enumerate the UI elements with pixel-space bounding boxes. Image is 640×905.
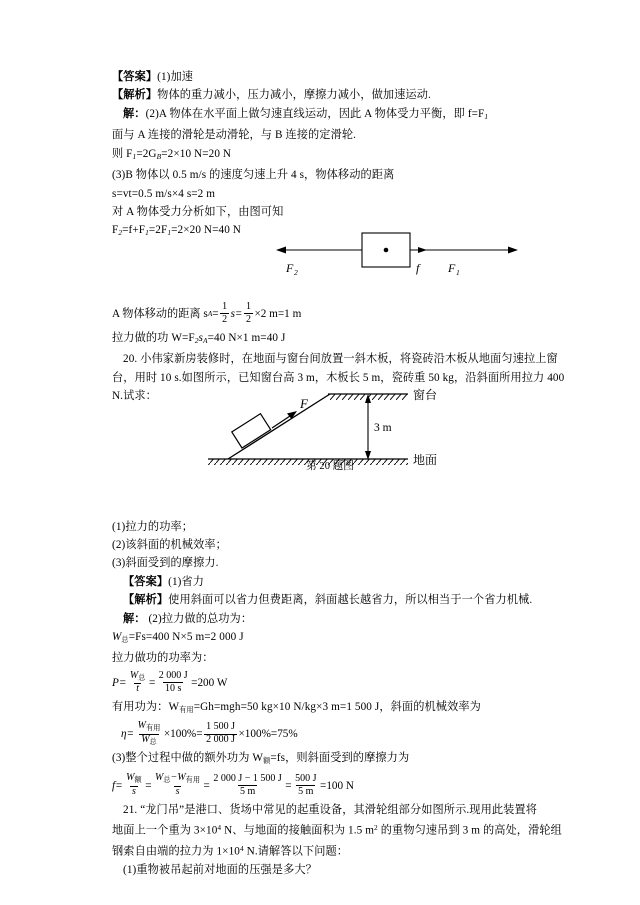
svg-text:1: 1 (456, 268, 460, 277)
p21-l2-sup2: 2 (374, 823, 378, 833)
eq-w-sub: 2 (194, 335, 199, 345)
useful-work-line (112, 698, 532, 719)
analysis-tag: 【解析】 (112, 89, 158, 102)
equation-power (112, 668, 532, 698)
fraction-numerator: 2 000 J (158, 670, 188, 681)
eq-w-post: =40 N×1 m=40 J (207, 331, 286, 344)
figure-caption (180, 458, 480, 473)
power-lhs: P= (112, 676, 127, 689)
answer-line-19 (112, 68, 532, 86)
answer-tag: 【答案】 (123, 575, 169, 588)
useful-post: =Gh=mgh=50 kg×10 N/kg×3 m=1 500 J，斜面的机械效率为 (193, 700, 481, 713)
fraction-numerator: $W_总$ (129, 669, 146, 682)
fbd-label-f: f (416, 261, 420, 275)
question-text: (3)斜面受到的摩擦力. (112, 557, 219, 570)
fraction-denominator: 2 (222, 313, 228, 325)
fbd-svg (272, 228, 522, 286)
svg-text:2: 2 (294, 268, 298, 277)
free-body-diagram (272, 228, 522, 286)
p21-l2b: N、与地面的接触面积为 1.5 m (221, 824, 375, 837)
eq-sa-mid: s= (230, 307, 243, 320)
extra-sub: 额 (263, 757, 271, 766)
fraction-numerator: $W_额$ (126, 772, 142, 785)
eq-f1-post: =2×10 N=20 N (161, 147, 232, 160)
sub-1: 1 (484, 111, 489, 121)
problem-21-line2 (112, 819, 562, 840)
fraction-f-3 (211, 774, 283, 798)
question-text: (1)拉力的功率； (112, 520, 194, 533)
eq-f2-sub3: 1 (167, 228, 172, 238)
fraction-denominator: 2 (245, 313, 251, 325)
equation-s (112, 185, 532, 203)
extra-post: =fs，则斜面受到的摩擦力为 (270, 752, 410, 765)
eq-f1-mid: =2G (136, 147, 157, 160)
p21-l3b: N.请解答以下问题： (243, 845, 349, 858)
problem-21-number: 21. (123, 803, 138, 816)
extra-pre: (3)整个过程中做的额外功为 W (112, 752, 264, 765)
fraction-denominator: t (136, 683, 140, 695)
problem-21-line1 (112, 801, 538, 819)
fraction-denominator: s (131, 786, 136, 798)
analysis-text: 物体的重力减小，压力减小，摩擦力减小，做加速运动. (157, 89, 431, 102)
fraction-numerator: $W_总-W_{有用}$ (155, 772, 201, 785)
fraction-denominator: 10 s (165, 682, 182, 694)
equation-w-total (112, 628, 532, 649)
eq-w-sub2: A (203, 335, 208, 345)
w-total-symbol: W (112, 630, 122, 643)
equation-eta (112, 719, 532, 749)
figure-caption-text: 第 20 题图 (306, 461, 354, 472)
problem-20-number: 20. (123, 353, 138, 366)
fraction-numerator: 1 (222, 301, 228, 313)
analysis-tag: 【解析】 (123, 594, 169, 607)
eta-mid2: ×100%=75% (238, 728, 298, 741)
problem-21-text1: “龙门吊”是港口、货场中常见的起重设备，其滑轮组部分如图所示.现用此装置将 (140, 803, 538, 816)
eq-f2-sub1: 2 (118, 228, 123, 238)
problem-20-q2 (112, 536, 532, 554)
fraction-half-1 (220, 302, 229, 326)
label-window-sill: 窗台 (413, 388, 438, 402)
eq-w-pre: 拉力做的功 W=F (112, 331, 195, 344)
problem-20-q1 (112, 518, 532, 536)
problem-21-line3 (112, 840, 532, 861)
fraction-f-2 (153, 773, 202, 798)
solve-line-19c (112, 166, 532, 184)
fraction-numerator: $W_{有用}$ (137, 720, 161, 733)
equation-work (112, 329, 532, 350)
eq-sa-pre: A 物体移动的距离 s (112, 307, 208, 320)
problem-20-text1: 小伟家新房装修时，在地面与窗台间放置一斜木板，将瓷砖沿木板从地面匀速拉上窗 (140, 353, 558, 366)
force-arrow-head (287, 411, 297, 419)
power-result: =200 W (191, 676, 228, 689)
p21-l3a: 钢索自由端的拉力为 1×10 (112, 845, 240, 858)
solve-body-1: (2)A 物体在水平面上做匀速直线运动，因此 A 物体受力平衡，即 f=F (145, 107, 485, 120)
analysis-text: 使用斜面可以省力但费距离，斜面越长越省力，所以相当于一个省力机械. (168, 594, 533, 607)
fraction-half-2 (244, 302, 253, 326)
w-total-value: =Fs=400 N×5 m=2 000 J (128, 630, 244, 643)
solve-body-4: 对 A 物体受力分析如下，由图可知 (112, 205, 284, 218)
problem-20-text2: 台，用时 10 s.如图所示，已知窗台高 3 m，木板长 5 m，瓷砖重 50 kg，沿斜面所用拉力 400 (112, 371, 565, 384)
extra-work-line (112, 749, 532, 770)
f-eq3: = (285, 779, 292, 792)
problem-20-text3: N.试求： (112, 390, 157, 403)
answer-tag: 【答案】 (112, 71, 158, 83)
fraction-numerator: 1 500 J (206, 721, 235, 733)
problem-20-line1 (112, 350, 558, 368)
power-mid: = (148, 676, 156, 689)
eq-sa-post: ×2 m=1 m (254, 307, 302, 320)
problem-20-q3 (112, 554, 532, 572)
eq-f1-sub1: 1 (132, 151, 137, 161)
eq-sa-sub: A (207, 308, 213, 318)
solve-line-19d (112, 203, 532, 221)
fraction-power-1 (128, 671, 148, 696)
answer-text: (1)省力 (168, 575, 205, 588)
fraction-numerator: 1 (245, 301, 251, 313)
solve-line-19 (112, 105, 532, 126)
fbd-label-f1: F (448, 261, 456, 275)
power-label (112, 649, 532, 667)
brick-block (232, 414, 271, 448)
f-eq2: = (203, 779, 210, 792)
fraction-denominator: 5 m (239, 785, 256, 797)
solve-line-20 (112, 610, 532, 628)
f-eq1: = (145, 779, 152, 792)
fraction-numerator: 2 000 J − 1 500 J (213, 772, 282, 784)
height-label: 3 m (374, 422, 392, 434)
solve-tag: 解： (123, 107, 146, 120)
solve-body-2: 面与 A 连接的滑轮是动滑轮，与 B 连接的定滑轮. (112, 129, 357, 142)
label-ground: 地面 (413, 453, 438, 467)
p21-l2-sup: 4 (217, 823, 222, 833)
eq-f2-b: =2F (148, 224, 168, 237)
power-label-text: 拉力做功的功率为： (112, 652, 214, 665)
eq-f2-a: =f+F (122, 224, 146, 237)
equation-friction (112, 771, 532, 801)
fraction-power-2 (157, 671, 190, 695)
fraction-f-1 (124, 773, 144, 798)
fraction-denominator: 2 000 J (206, 734, 235, 746)
equation-f1 (112, 145, 532, 166)
solve-tag: 解： (123, 612, 146, 625)
useful-pre: 有用功为：W (112, 700, 180, 713)
fraction-denominator: 5 m (298, 785, 314, 797)
equation-sa (112, 299, 532, 329)
fbd-label-f2: F (286, 261, 294, 275)
fraction-eta-1 (136, 721, 163, 747)
force-label-F: F (300, 396, 308, 411)
eq-w-mid: s (198, 331, 203, 344)
eq-sa-eq: = (212, 307, 219, 320)
solve-line-19b (112, 126, 532, 144)
fraction-denominator: s (175, 786, 180, 798)
eta-mid1: ×100%= (163, 728, 203, 741)
eq-f2-c: =2×20 N=40 N (171, 224, 241, 237)
question-text: (1)重物被吊起前对地面的压强是多大？ (123, 863, 317, 876)
fraction-numerator: 500 J (295, 772, 317, 784)
eq-s: s=vt=0.5 m/s×4 s=2 m (112, 187, 216, 200)
eq-f1-sub2: B (156, 151, 162, 161)
question-text: (2)该斜面的机械效率； (112, 538, 227, 551)
fraction-eta-2 (204, 722, 237, 746)
p21-l2c: 的重物匀速吊到 3 m 的高处，滑轮组 (377, 824, 562, 837)
p21-l3-sup: 4 (239, 843, 244, 853)
f-result: =100 N (320, 779, 354, 792)
solve-text-20: (2)拉力做的总功为： (148, 612, 253, 625)
p21-l2a: 地面上一个重为 3×10 (112, 824, 218, 837)
eq-f2-pre: F (112, 224, 119, 237)
answer-line-20 (112, 573, 532, 591)
analysis-line-19 (112, 86, 532, 104)
f-lhs: f= (112, 779, 123, 792)
analysis-line-20 (112, 591, 532, 609)
answer-text: (1)加速 (157, 71, 194, 83)
problem-21-q1 (112, 861, 532, 879)
fraction-denominator: $W_总$ (141, 734, 157, 747)
eq-f1-pre: 则 F (112, 147, 133, 160)
w-total-sub: 总 (121, 635, 129, 644)
eq-f2-sub2: 1 (145, 228, 149, 238)
useful-sub: 有用 (179, 705, 194, 714)
fraction-f-4 (293, 774, 318, 798)
eta-lhs: η= (121, 728, 135, 741)
solve-body-3: (3)B 物体以 0.5 m/s 的速度匀速上升 4 s，物体移动的距离 (112, 169, 395, 182)
